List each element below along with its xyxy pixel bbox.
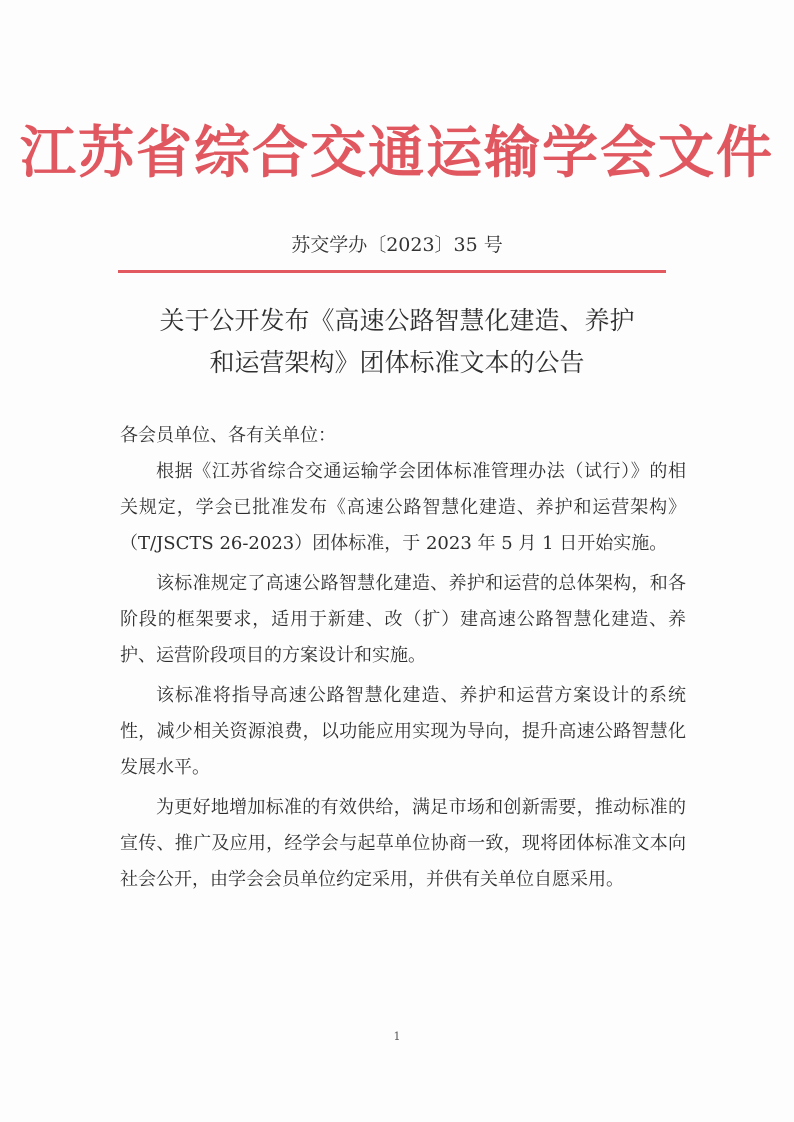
notice-body: [120, 418, 686, 902]
masthead-title: 江苏省综合交通运输学会文件: [20, 120, 774, 186]
body-paragraph-4: 为更好地增加标准的有效供给，满足市场和创新需要，推动标准的宣传、推广及应用，经学会与起草单位协商一致，现将团体标准文本向社会公开，由学会会员单位约定采用，并供有关单位自愿采用。: [120, 797, 686, 890]
notice-title-line-1: 关于公开发布《高速公路智慧化建造、养护: [159, 306, 635, 335]
notice-title-line-2: 和运营架构》团体标准文本的公告: [209, 348, 585, 377]
document-number: 苏交学办〔2023〕35 号: [291, 234, 503, 256]
body-paragraph-1: 根据《江苏省综合交通运输学会团体标准管理办法（试行）》的相关规定，学会已批准发布《高速公路智慧化建造、养护和运营架构》（T/JSCTS 26-2023）团体标准，于 2023 年 5 月 1 日开始实施。: [120, 461, 686, 554]
red-divider-line: [118, 270, 666, 273]
body-paragraph-3: 该标准将指导高速公路智慧化建造、养护和运营方案设计的系统性，减少相关资源浪费，以功能应用实现为导向，提升高速公路智慧化发展水平。: [120, 685, 686, 778]
body-paragraph-2: 该标准规定了高速公路智慧化建造、养护和运营的总体架构，和各阶段的框架要求，适用于新建、改（扩）建高速公路智慧化建造、养护、运营阶段项目的方案设计和实施。: [120, 573, 686, 666]
notice-title: [110, 300, 684, 384]
page-number: 1: [393, 1030, 401, 1043]
salutation: 各会员单位、各有关单位：: [120, 425, 336, 446]
